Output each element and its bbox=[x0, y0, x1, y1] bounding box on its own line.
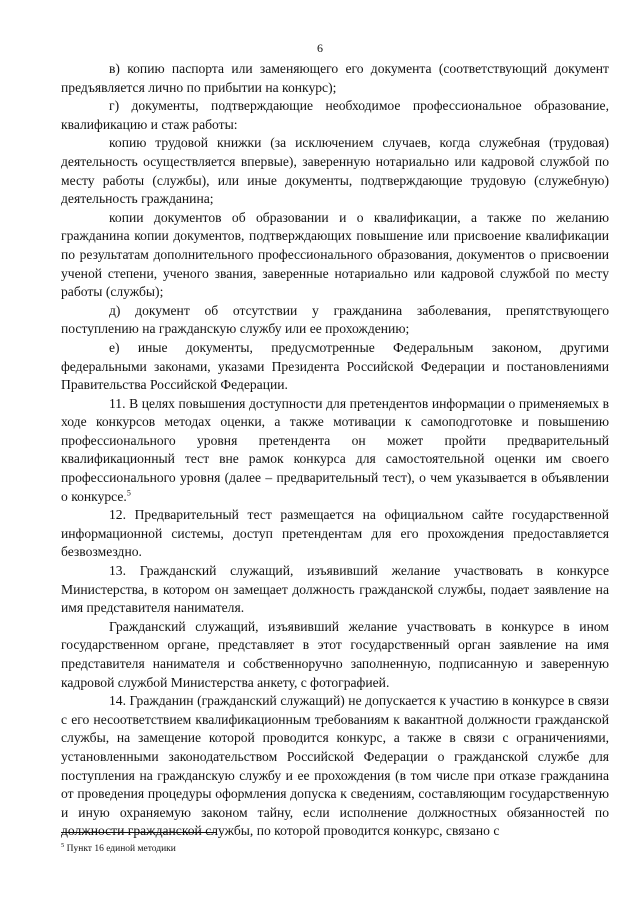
paragraph: Гражданский служащий, изъявивший желание участвовать в конкурсе в ином государственном органе, представляет в этот государственный орган заявление на имя представителя нанимателя и собственноручно заполненную, подписанную и заверенную кадровой службой Министерства анкету, с фотографией. bbox=[61, 618, 609, 690]
paragraph: копии документов об образовании и о квалификации, а также по желанию гражданина копии документов, подтверждающих повышение или присвоение квалификации по результатам дополнительного профессионального образования, документов о присвоении ученой степени, ученого звания, заверенные нотариально или кадровой службой по месту работы (службы); bbox=[61, 209, 609, 300]
document-body bbox=[61, 60, 609, 841]
footnote bbox=[61, 840, 176, 855]
paragraph: 12. Предварительный тест размещается на официальном сайте государственной информационной системы, доступ претендентам для его прохождения предоставляется безвозмездно. bbox=[61, 507, 609, 560]
footnote-reference[interactable]: 5 bbox=[126, 488, 131, 498]
paragraph: в) копию паспорта или заменяющего его документа (соответствующий документ предъявляется лично по прибытии на конкурс); bbox=[61, 61, 609, 95]
paragraph: 13. Гражданский служащий, изъявивший желание участвовать в конкурсе Министерства, в котором он замещает должность гражданской службы, подает заявление на имя представителя нанимателя. bbox=[61, 563, 609, 616]
paragraph: копию трудовой книжки (за исключением случаев, когда служебная (трудовая) деятельность осуществляется впервые), заверенную нотариально или кадровой службой по месту работы (службы), или иные документы, подтверждающие трудовую (служебную) деятельность гражданина; bbox=[61, 135, 609, 207]
paragraph: 14. Гражданин (гражданский служащий) не допускается к участию в конкурсе в связи с его несоответствием квалификационным требованиям к вакантной должности гражданской службы, на замещение которой проводится конкурс, а также в связи с ограничениями, установленными законодательством Российской Федерации о гражданской службе для поступления на гражданскую службу и ее прохождения (в том числе при отказе гражданина от проведения процедуры оформления допуска к сведениям, составляющим государственную и иную охраняемую законом тайну, если исполнение должностных обязанностей по должности гражданской службы, по которой проводится конкурс, связано с bbox=[61, 693, 609, 839]
paragraph-text: 11. В целях повышения доступности для претендентов информации о применяемых в ходе конкурсов методах оценки, а также мотивации к самоподготовке и повышению профессионального уровня претендента он может пройти предварительный квалификационный тест вне рамок конкурса для самостоятельной оценки им своего профессионального уровня (далее – предварительный тест), о чем указывается в объявлении о конкурсе. bbox=[61, 395, 609, 504]
paragraph-11 bbox=[61, 395, 609, 507]
footnote-text: Пункт 16 единой методики bbox=[64, 844, 176, 855]
footnote-mark: 5 bbox=[61, 842, 65, 849]
paragraph: д) документ об отсутствии у гражданина заболевания, препятствующего поступлению на гражданскую службу или ее прохождению; bbox=[61, 302, 609, 337]
paragraph: г) документы, подтверждающие необходимое профессиональное образование, квалификацию и стаж работы: bbox=[61, 98, 609, 132]
page-number: 6 bbox=[317, 41, 323, 55]
footnote-divider bbox=[61, 832, 216, 833]
paragraph: е) иные документы, предусмотренные Федеральным законом, другими федеральными законами, указами Президента Российской Федерации и постановлениями Правительства Российской Федерации. bbox=[61, 339, 609, 393]
